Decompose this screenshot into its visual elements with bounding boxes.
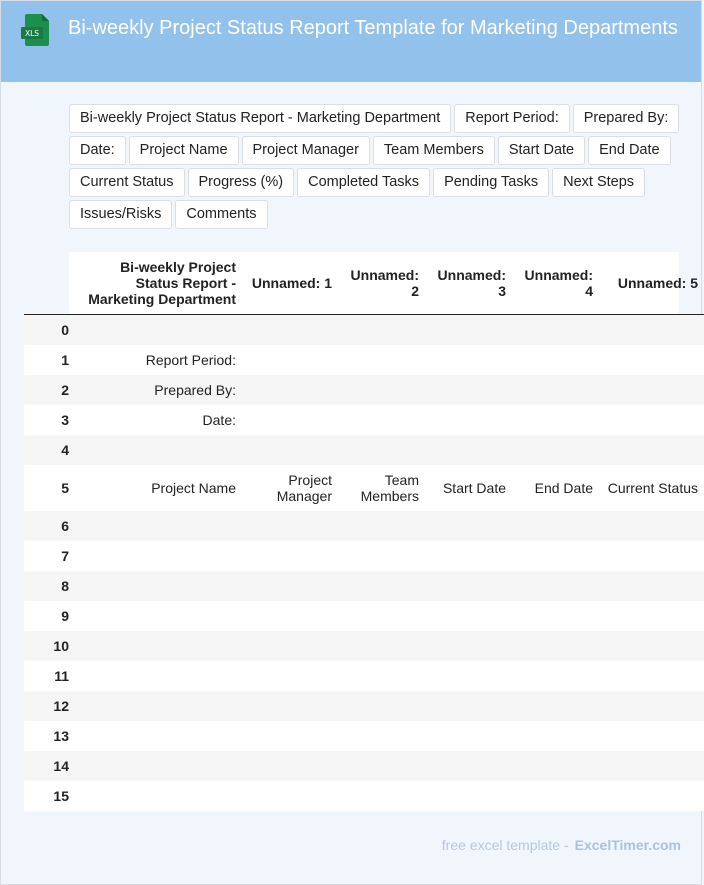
table-cell xyxy=(242,661,338,691)
table-cell xyxy=(512,541,599,571)
row-index: 11 xyxy=(54,667,69,684)
table-cell xyxy=(338,345,425,375)
column-header: Unnamed: 2 xyxy=(338,252,425,315)
row-index: 1 xyxy=(61,351,69,368)
field-tag[interactable]: Completed Tasks xyxy=(297,168,430,197)
table-cell xyxy=(512,375,599,405)
field-tag[interactable]: Next Steps xyxy=(552,168,645,197)
table-cell xyxy=(425,571,512,601)
svg-text:XLS: XLS xyxy=(24,29,40,38)
footer-credit xyxy=(442,837,681,853)
row-index: 3 xyxy=(61,411,69,428)
field-tag[interactable]: Bi-weekly Project Status Report - Marketing Department xyxy=(69,104,451,133)
row-index: 15 xyxy=(53,787,69,804)
table-cell xyxy=(338,751,425,781)
table-cell xyxy=(512,781,599,811)
table-cell xyxy=(242,691,338,721)
table-cell xyxy=(512,315,599,345)
table-cell xyxy=(338,511,425,541)
table-cell xyxy=(242,631,338,661)
table-cell xyxy=(425,375,512,405)
table-row xyxy=(24,541,704,571)
table-cell xyxy=(599,511,704,541)
table-cell xyxy=(512,631,599,661)
field-tag[interactable]: Team Members xyxy=(373,136,495,165)
field-tag[interactable]: End Date xyxy=(588,136,670,165)
table-cell xyxy=(69,541,242,571)
table-cell xyxy=(242,315,338,345)
table-cell xyxy=(599,721,704,751)
table-cell xyxy=(69,781,242,811)
table-cell xyxy=(599,541,704,571)
table-cell xyxy=(512,435,599,465)
field-tag[interactable]: Progress (%) xyxy=(188,168,295,197)
table-cell xyxy=(599,315,704,345)
table-cell xyxy=(69,601,242,631)
column-header: Unnamed: 3 xyxy=(425,252,512,315)
table-cell xyxy=(338,571,425,601)
table-cell xyxy=(242,345,338,375)
table-row xyxy=(24,315,704,345)
table-cell xyxy=(512,405,599,435)
table-cell xyxy=(338,661,425,691)
table-cell xyxy=(69,661,242,691)
table-row xyxy=(24,375,704,405)
field-tag[interactable]: Pending Tasks xyxy=(433,168,549,197)
table-cell xyxy=(425,781,512,811)
table-cell xyxy=(242,435,338,465)
table-cell xyxy=(425,631,512,661)
field-tag-list xyxy=(69,104,689,232)
column-header: Unnamed: 4 xyxy=(512,252,599,315)
spreadsheet-preview[interactable] xyxy=(53,252,698,811)
field-tag[interactable]: Comments xyxy=(175,200,267,229)
page-title: Bi-weekly Project Status Report Template for Marketing Departments xyxy=(68,17,678,39)
row-index: 9 xyxy=(61,607,69,624)
table-cell: Project Manager xyxy=(276,471,332,504)
table-cell xyxy=(425,405,512,435)
table-cell xyxy=(242,601,338,631)
table-cell xyxy=(512,691,599,721)
table-cell xyxy=(69,511,242,541)
row-index: 7 xyxy=(61,547,69,564)
field-tag[interactable]: Issues/Risks xyxy=(69,200,172,229)
table-cell xyxy=(338,375,425,405)
table-cell xyxy=(338,405,425,435)
table-cell xyxy=(69,631,242,661)
field-tag[interactable]: Start Date xyxy=(498,136,585,165)
table-cell xyxy=(512,751,599,781)
table-row xyxy=(24,571,704,601)
table-cell xyxy=(425,691,512,721)
table-cell: Start Date xyxy=(442,479,506,496)
table-cell xyxy=(512,511,599,541)
field-tag[interactable]: Report Period: xyxy=(454,104,570,133)
table-cell xyxy=(425,511,512,541)
table-cell xyxy=(512,661,599,691)
page-header xyxy=(1,1,701,82)
data-table xyxy=(24,252,704,811)
table-cell: Date: xyxy=(202,411,236,428)
table-header-row xyxy=(24,252,704,315)
table-cell xyxy=(69,691,242,721)
table-cell xyxy=(242,511,338,541)
row-index: 6 xyxy=(61,517,69,534)
table-row xyxy=(24,511,704,541)
index-header xyxy=(24,252,69,315)
table-cell xyxy=(512,721,599,751)
table-row xyxy=(24,345,704,375)
table-cell xyxy=(69,315,242,345)
row-index: 13 xyxy=(53,727,69,744)
row-index: 5 xyxy=(61,479,69,496)
table-cell xyxy=(599,435,704,465)
field-tag[interactable]: Prepared By: xyxy=(573,104,680,133)
table-row xyxy=(24,601,704,631)
row-index: 14 xyxy=(53,757,69,774)
table-cell xyxy=(338,721,425,751)
table-cell xyxy=(69,435,242,465)
table-cell xyxy=(425,435,512,465)
table-row xyxy=(24,691,704,721)
table-cell xyxy=(599,691,704,721)
table-cell xyxy=(599,661,704,691)
row-index: 4 xyxy=(61,441,69,458)
table-cell: End Date xyxy=(534,479,593,496)
table-row xyxy=(24,405,704,435)
table-row xyxy=(24,751,704,781)
table-cell xyxy=(512,601,599,631)
table-cell xyxy=(599,375,704,405)
table-cell xyxy=(425,345,512,375)
table-cell xyxy=(599,631,704,661)
table-row xyxy=(24,721,704,751)
field-tag[interactable]: Current Status xyxy=(69,168,185,197)
table-cell xyxy=(242,571,338,601)
column-header: Unnamed: 5 xyxy=(599,252,704,315)
table-cell xyxy=(338,631,425,661)
table-body xyxy=(24,315,704,811)
table-cell: Team Members xyxy=(360,471,419,504)
table-cell xyxy=(242,721,338,751)
field-tag[interactable]: Project Name xyxy=(129,136,239,165)
table-cell xyxy=(338,601,425,631)
row-index: 8 xyxy=(61,577,69,594)
table-cell: Report Period: xyxy=(145,351,236,368)
row-index: 12 xyxy=(53,697,69,714)
field-tag[interactable]: Date: xyxy=(69,136,126,165)
table-cell xyxy=(512,345,599,375)
table-cell xyxy=(338,691,425,721)
column-header: Bi-weekly Project Status Report - Marketing Department xyxy=(69,252,242,315)
table-cell xyxy=(599,345,704,375)
table-cell xyxy=(425,601,512,631)
table-cell xyxy=(599,405,704,435)
row-index: 2 xyxy=(61,381,69,398)
table-cell xyxy=(69,721,242,751)
table-row xyxy=(24,781,704,811)
table-cell xyxy=(425,751,512,781)
table-cell xyxy=(599,571,704,601)
table-cell xyxy=(425,315,512,345)
field-tag[interactable]: Project Manager xyxy=(242,136,370,165)
table-cell xyxy=(242,375,338,405)
footer-text: free excel template - xyxy=(441,837,569,853)
row-index: 10 xyxy=(53,637,69,654)
table-cell xyxy=(69,751,242,781)
table-cell xyxy=(338,315,425,345)
table-cell xyxy=(242,781,338,811)
table-row xyxy=(24,661,704,691)
table-cell xyxy=(69,571,242,601)
column-header: Unnamed: 1 xyxy=(242,252,338,315)
table-row xyxy=(24,435,704,465)
table-cell xyxy=(242,541,338,571)
table-cell xyxy=(512,571,599,601)
table-cell: Project Name xyxy=(151,479,236,496)
table-cell xyxy=(425,541,512,571)
table-cell xyxy=(242,405,338,435)
footer-brand-link[interactable]: ExcelTimer.com xyxy=(574,837,681,853)
table-cell xyxy=(338,541,425,571)
table-cell xyxy=(599,781,704,811)
table-cell xyxy=(242,751,338,781)
table-cell: Current Status xyxy=(607,479,698,496)
table-row xyxy=(24,631,704,661)
table-cell xyxy=(599,601,704,631)
table-cell xyxy=(338,435,425,465)
table-cell xyxy=(599,751,704,781)
table-cell xyxy=(425,661,512,691)
table-cell xyxy=(425,721,512,751)
table-cell: Prepared By: xyxy=(154,381,236,398)
table-cell xyxy=(338,781,425,811)
row-index: 0 xyxy=(61,321,69,338)
table-row xyxy=(24,465,704,511)
